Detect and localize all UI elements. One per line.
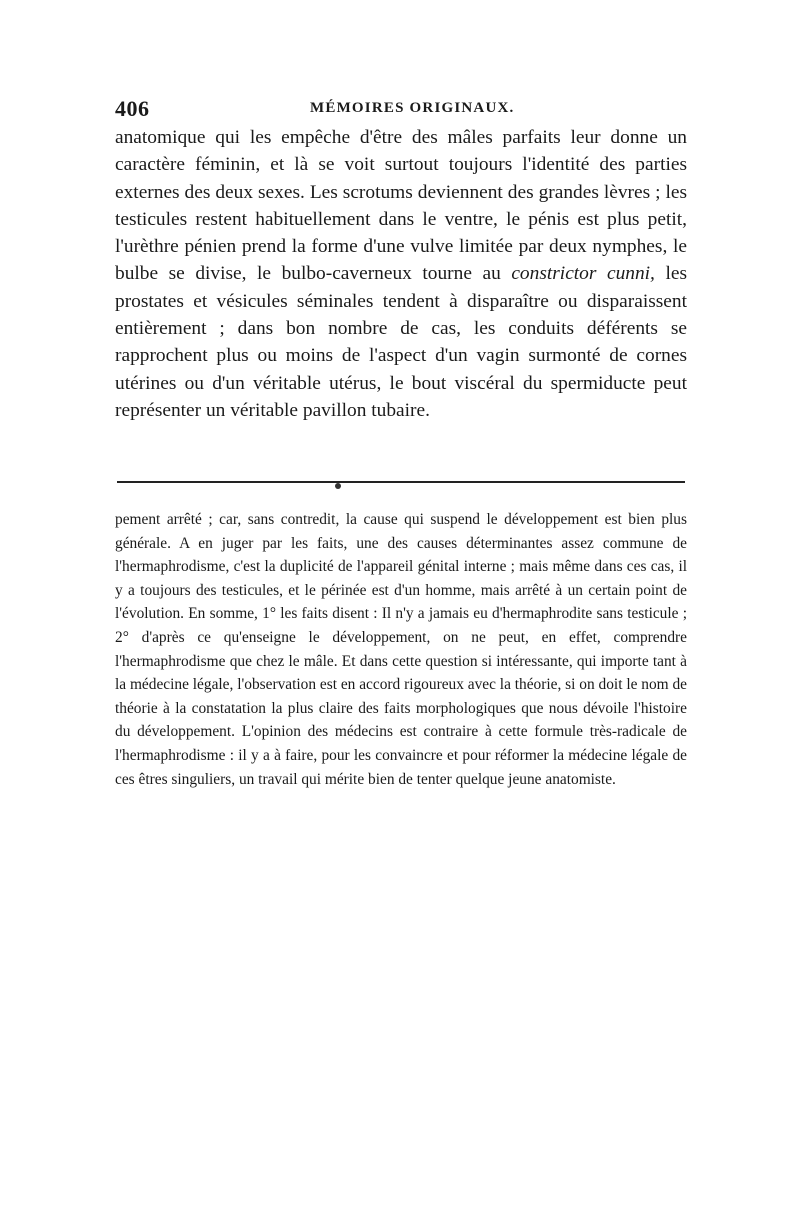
main-text-part-2: les prostates et vésicules séminales tendent à disparaître ou disparaissent entièrement ; dans bon nombre de cas, les conduits déférents se rapprochent plus ou moins de l'aspect d'un vagin surmonté de cornes utérines ou d'un véritable utérus, le bout viscéral du spermiducte peut représenter un véritable pavillon tubaire. [115,263,687,421]
separator-dot [335,483,341,489]
page-header [115,96,685,122]
page-number: 406 [115,96,150,121]
footnote-separator-rule [117,481,685,483]
main-text-part-1: anatomique qui les empêche d'être des mâles parfaits leur donne un caractère féminin, et là se voit surtout toujours l'identité des parties externes des deux sexes. Les scrotums deviennent des grandes lèvres ; les testicules restent habituellement dans le ventre, le pénis est plus petit, l'urèthre pénien prend la forme d'une vulve limitée par deux nymphes, le bulbe se divise, le bulbo-caverneux tourne au [115,127,687,285]
italic-term: constrictor cunni, [511,263,655,285]
main-paragraph [115,124,687,424]
running-head: MÉMOIRES ORIGINAUX. [310,100,515,116]
footnote-text: pement arrêté ; car, sans contredit, la cause qui suspend le développement est bien plus générale. A en juger par les faits, une des causes déterminantes assez commune de l'hermaphrodisme, c'est la duplicité de l'appareil génital interne ; mais même dans ces cas, il y a toujours des testicules, et le périnée est d'un homme, mais arrêté à un certain point de l'évolution. En somme, 1° les faits disent : Il n'y a jamais eu d'hermaphrodite sans testicule ; 2° d'après ce qu'enseigne le développement, on ne peut, en effet, comprendre l'hermaphrodisme que chez le mâle. Et dans cette question si intéressante, qui importe tant à la médecine légale, l'observation est en accord rigoureux avec la théorie, si on doit le nom de théorie à la constatation la plus claire des faits morphologiques que nous dévoile l'histoire du développement. L'opinion des médecins est contraire à cette formule très-radicale de l'hermaphrodisme : il y a à faire, pour les convaincre et pour réformer la médecine légale de ces êtres singuliers, un travail qui mérite bien de tenter quelque jeune anatomiste. [115,511,688,788]
